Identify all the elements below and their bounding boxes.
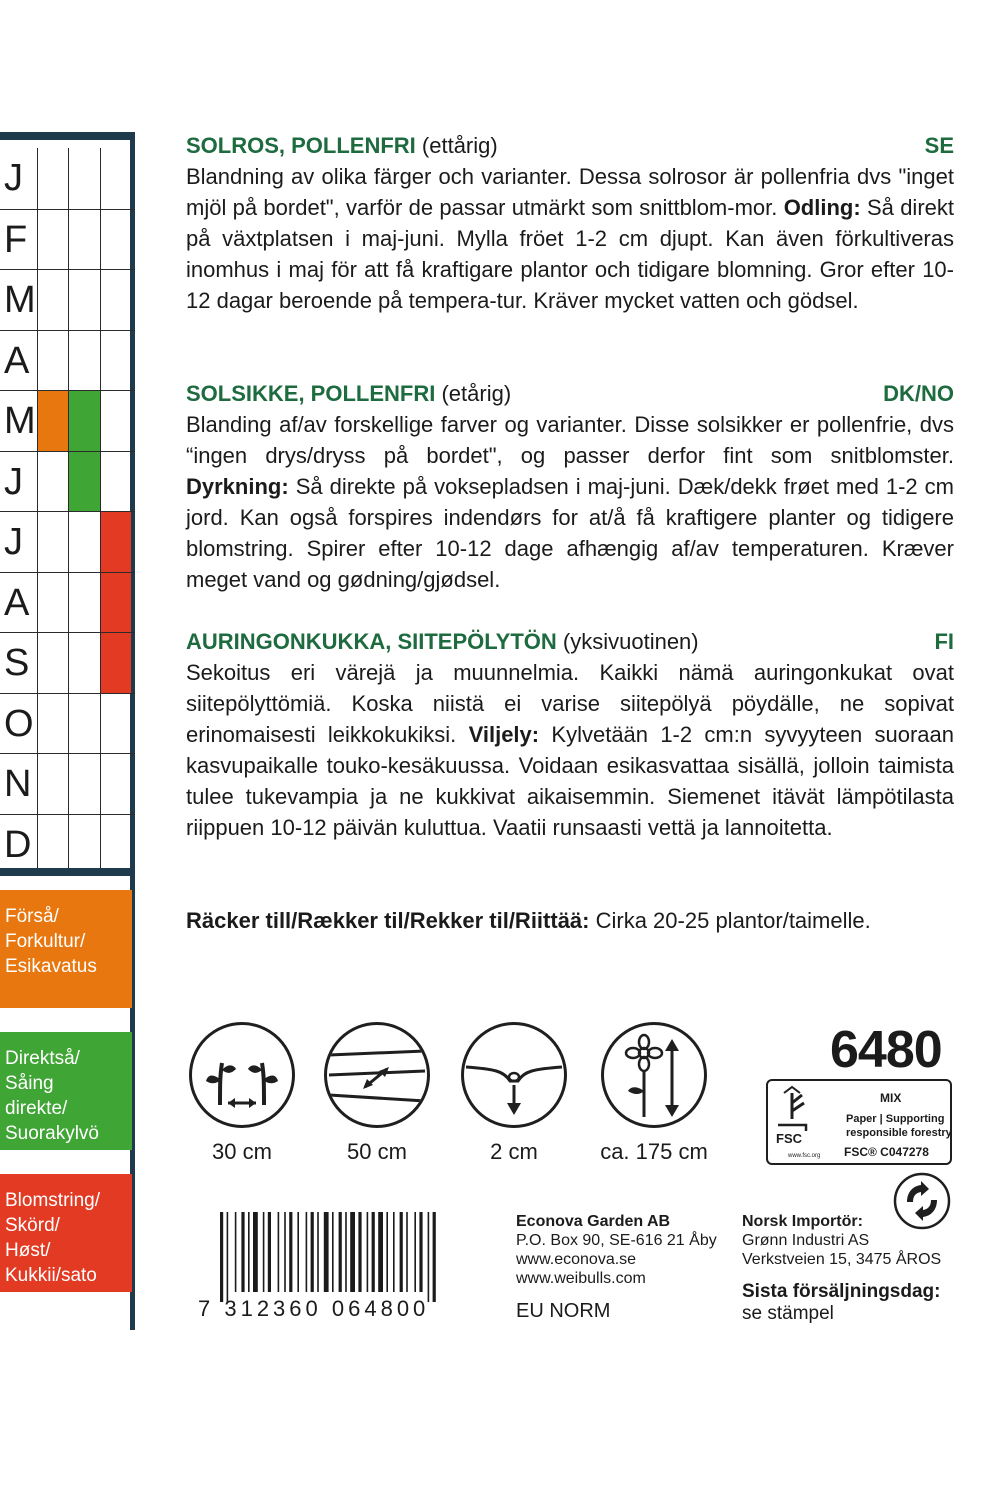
barcode-bar xyxy=(339,1212,342,1292)
calendar-cell xyxy=(37,633,69,693)
yield-line xyxy=(186,905,871,936)
calendar-cell xyxy=(37,573,69,633)
barcode-bar xyxy=(317,1212,319,1292)
barcode-bar xyxy=(284,1212,286,1292)
barcode-bar xyxy=(367,1212,369,1292)
barcode-bar xyxy=(358,1212,361,1292)
yield-label: Räcker till/Rækker til/Rekker til/Riittää: xyxy=(186,908,590,933)
calendar-row xyxy=(0,148,135,209)
language-code: FI xyxy=(934,629,954,654)
calendar-cell xyxy=(68,452,100,512)
row-spacing-item xyxy=(322,1022,432,1166)
calendar-cell xyxy=(37,754,69,814)
calendar-row xyxy=(0,814,135,875)
sowing-depth-icon xyxy=(461,1022,567,1128)
legend-line: Förså/ xyxy=(5,906,59,927)
row-spacing-icon xyxy=(324,1022,430,1128)
barcode-bar xyxy=(278,1212,280,1292)
section-title: SOLROS, POLLENFRI xyxy=(186,133,416,158)
barcode-bar xyxy=(406,1212,408,1292)
calendar-row xyxy=(0,572,135,633)
barcode-bar xyxy=(263,1212,265,1292)
barcode-bar xyxy=(220,1212,223,1302)
importer-label: Norsk Importör: xyxy=(742,1213,863,1230)
section-subtitle: (yksivuotinen) xyxy=(556,629,699,654)
calendar-row xyxy=(0,451,135,512)
last-sale-value: se stämpel xyxy=(742,1303,834,1324)
legend-line: Kukkii/sato xyxy=(5,1265,97,1286)
calendar-cell xyxy=(37,270,69,330)
barcode-digits: 7 312360 064800 xyxy=(198,1296,430,1321)
legend-forsa xyxy=(0,890,132,1008)
section-title: AURINGONKUKKA, SIITEPÖLYTÖN xyxy=(186,629,557,654)
section-title: SOLSIKKE, POLLENFRI xyxy=(186,381,436,406)
legend-line: direkte/ xyxy=(5,1098,68,1119)
importer-name: Grønn Industri AS xyxy=(742,1232,870,1249)
plant-spacing-icon xyxy=(189,1022,295,1128)
legend-line: Blomstring/ xyxy=(5,1190,101,1211)
section-dk-no xyxy=(186,378,954,595)
yield-value: Cirka 20-25 plantor/taimelle. xyxy=(589,908,871,933)
calendar-cell xyxy=(68,573,100,633)
legend-line: Såing xyxy=(5,1073,54,1094)
calendar-cell xyxy=(37,694,69,754)
barcode-bar xyxy=(386,1212,388,1292)
calendar-cell xyxy=(100,331,131,391)
fsc-url: www.fsc.org xyxy=(788,1153,821,1159)
calendar-cell xyxy=(100,694,131,754)
legend-line: Esikavatus xyxy=(5,956,97,977)
plant-height-label: ca. 175 cm xyxy=(600,1139,708,1164)
plant-height-item xyxy=(599,1022,709,1166)
calendar-cell xyxy=(37,331,69,391)
barcode-bar xyxy=(268,1212,271,1292)
barcode-bar xyxy=(289,1212,292,1292)
calendar-cell xyxy=(100,210,131,270)
month-letter: J xyxy=(4,157,23,199)
barcode-bar xyxy=(350,1212,355,1292)
barcode-bar xyxy=(419,1212,422,1292)
calendar-cell xyxy=(100,633,131,693)
legend-direktsa xyxy=(0,1032,132,1150)
calendar-cell xyxy=(37,391,69,451)
month-letter: J xyxy=(4,460,23,503)
sowing-depth-item xyxy=(459,1022,569,1166)
plant-spacing-item xyxy=(187,1022,297,1166)
fsc-mix: MIX xyxy=(880,1091,902,1105)
calendar-cell xyxy=(68,391,100,451)
company-address xyxy=(516,1212,717,1288)
sowing-depth-label: 2 cm xyxy=(490,1139,538,1164)
section-subtitle: (etårig) xyxy=(435,381,512,406)
company-name: Econova Garden AB xyxy=(516,1213,671,1230)
calendar-cell xyxy=(100,391,131,451)
calendar-cell xyxy=(68,270,100,330)
calendar-bottom-rule xyxy=(0,868,135,876)
last-sale-date xyxy=(742,1281,940,1325)
barcode-bar xyxy=(306,1212,308,1292)
barcode-bar xyxy=(248,1212,250,1292)
calendar-cell xyxy=(68,754,100,814)
language-code: DK/NO xyxy=(883,381,954,406)
calendar-cell xyxy=(100,148,131,209)
barcode-bar xyxy=(400,1212,403,1292)
company-web2: www.weibulls.com xyxy=(516,1270,646,1287)
barcode-bar xyxy=(253,1212,258,1292)
barcode-bar xyxy=(311,1212,314,1292)
eu-norm: EU NORM xyxy=(516,1300,611,1322)
barcode-bar xyxy=(393,1212,395,1292)
calendar-row xyxy=(0,511,135,572)
barcode-bar xyxy=(297,1212,299,1292)
legend-line: Suorakylvö xyxy=(5,1123,99,1144)
month-letter: M xyxy=(4,279,36,321)
barcode-bar xyxy=(241,1212,244,1292)
section-text: Sekoitus eri värejä ja muunnelmia. Kaikki nämä auringonkukat ovat siitepölyttömiä. Koska niistä ei varise siitepölyä pöydälle, ne sopivat erinomaisesti leikkokukiksi. Viljely: Kylvetään 1-2 cm:n syvyyteen suoraan kasvupaikalle touko-kesäkuussa. Voidaan esikasvattaa sisällä, jolloin taimista tulee tukevampia ja ne kukkivat aikaisemmin. Siemenet itävät lämpötilasta riippuen 10-12 päivän kuluttua. Vaatii runsaasti vettä ja lannoitetta. xyxy=(186,660,955,840)
calendar-cell xyxy=(68,210,100,270)
calendar-top-rule xyxy=(0,132,135,140)
month-letter: N xyxy=(4,763,32,805)
calendar-row xyxy=(0,753,135,814)
calendar-row xyxy=(0,632,135,693)
company-street: P.O. Box 90, SE-616 21 Åby xyxy=(516,1232,717,1249)
calendar-row xyxy=(0,693,135,754)
calendar-cell xyxy=(68,512,100,572)
importer-street: Verkstveien 15, 3475 ÅROS xyxy=(742,1251,942,1268)
calendar-cell xyxy=(68,331,100,391)
calendar-cell xyxy=(68,148,100,209)
calendar-cell xyxy=(68,633,100,693)
language-code: SE xyxy=(924,133,954,158)
fsc-label xyxy=(766,1079,952,1165)
sowing-calendar xyxy=(0,148,135,874)
section-text: Blandning av olika färger och varianter. Dessa solrosor är pollenfria dvs "inget mjöl på bordet", varför de passar utmärkt som snittblom-mor. Odling: Så direkt på växtplatsen i maj-juni. Mylla fröet 1-2 cm djupt. Kan även förkultiveras inomhus i maj för att få kraftigare plantor och tidigare blomning. Gror efter 10-12 dagar beroende på tempera-tur. Kräver mycket vatten och gödsel. xyxy=(186,164,954,313)
importer-address xyxy=(742,1212,941,1269)
month-letter: A xyxy=(4,339,30,382)
month-letter: S xyxy=(4,642,30,684)
article-number: 6480 xyxy=(830,1021,942,1079)
calendar-cell xyxy=(37,815,69,875)
barcode-bar xyxy=(433,1212,436,1302)
section-fi xyxy=(186,626,954,843)
legend-blomstring xyxy=(0,1174,132,1292)
fsc-code: FSC® C047278 xyxy=(844,1145,929,1159)
calendar-cell xyxy=(100,815,131,875)
calendar-row xyxy=(0,390,135,451)
calendar-row xyxy=(0,209,135,270)
plant-height-icon xyxy=(601,1022,707,1128)
legend-line: Høst/ xyxy=(5,1240,51,1261)
plant-spacing-label: 30 cm xyxy=(212,1139,272,1164)
last-sale-label: Sista försäljningsdag: xyxy=(742,1281,941,1302)
company-web1: www.econova.se xyxy=(516,1251,637,1268)
calendar-cell xyxy=(100,573,131,633)
month-letter: O xyxy=(4,702,34,745)
calendar-row xyxy=(0,269,135,330)
row-spacing-label: 50 cm xyxy=(347,1139,407,1164)
legend-line: Direktså/ xyxy=(5,1048,80,1069)
calendar-cell xyxy=(37,148,69,209)
calendar-cell xyxy=(68,815,100,875)
fsc-logo-text: FSC xyxy=(776,1131,802,1146)
barcode-bar xyxy=(324,1212,329,1292)
section-subtitle: (ettårig) xyxy=(415,133,498,158)
fsc-line1: Paper | Supporting xyxy=(846,1113,945,1125)
barcode-bar xyxy=(372,1212,375,1292)
month-letter: J xyxy=(4,521,23,563)
legend-line: Forkultur/ xyxy=(5,931,86,952)
barcode-bar xyxy=(378,1212,383,1292)
barcode-bar xyxy=(227,1212,229,1302)
calendar-cell xyxy=(100,270,131,330)
month-letter: D xyxy=(4,823,32,866)
month-letter: M xyxy=(4,400,36,442)
barcode-bar xyxy=(345,1212,347,1292)
month-letter: A xyxy=(4,581,30,624)
calendar-cell xyxy=(68,694,100,754)
calendar-cell xyxy=(100,452,131,512)
barcode-bar xyxy=(428,1212,430,1302)
month-letter: F xyxy=(4,218,28,261)
calendar-cell xyxy=(37,452,69,512)
fsc-line2: responsible forestry xyxy=(846,1127,952,1139)
calendar-cell xyxy=(37,210,69,270)
calendar-cell xyxy=(100,754,131,814)
barcode xyxy=(220,1212,466,1302)
legend-line: Skörd/ xyxy=(5,1215,60,1236)
section-text: Blanding af/av forskellige farver og varianter. Disse solsikker er pollenfrie, dvs “ingen drys/dryss på bordet", og passer derfor fint som snitblomster. Dyrkning: Så direkte på voksepladsen i maj-juni. Dæk/dekk frøet med 1-2 cm jord. Kan også forspires indendørs for at/å få kraftigere planter og tidigere blomstring. Spirer efter 10-12 dage afhængig af/av temperaturen. Kræver meget vand og gødning/gjødsel. xyxy=(186,412,954,592)
barcode-bar xyxy=(414,1212,416,1292)
calendar-row xyxy=(0,330,135,391)
calendar-cell xyxy=(37,512,69,572)
section-se xyxy=(186,130,954,316)
calendar-cell xyxy=(100,512,131,572)
barcode-bar xyxy=(332,1212,334,1292)
barcode-bar xyxy=(235,1212,237,1292)
